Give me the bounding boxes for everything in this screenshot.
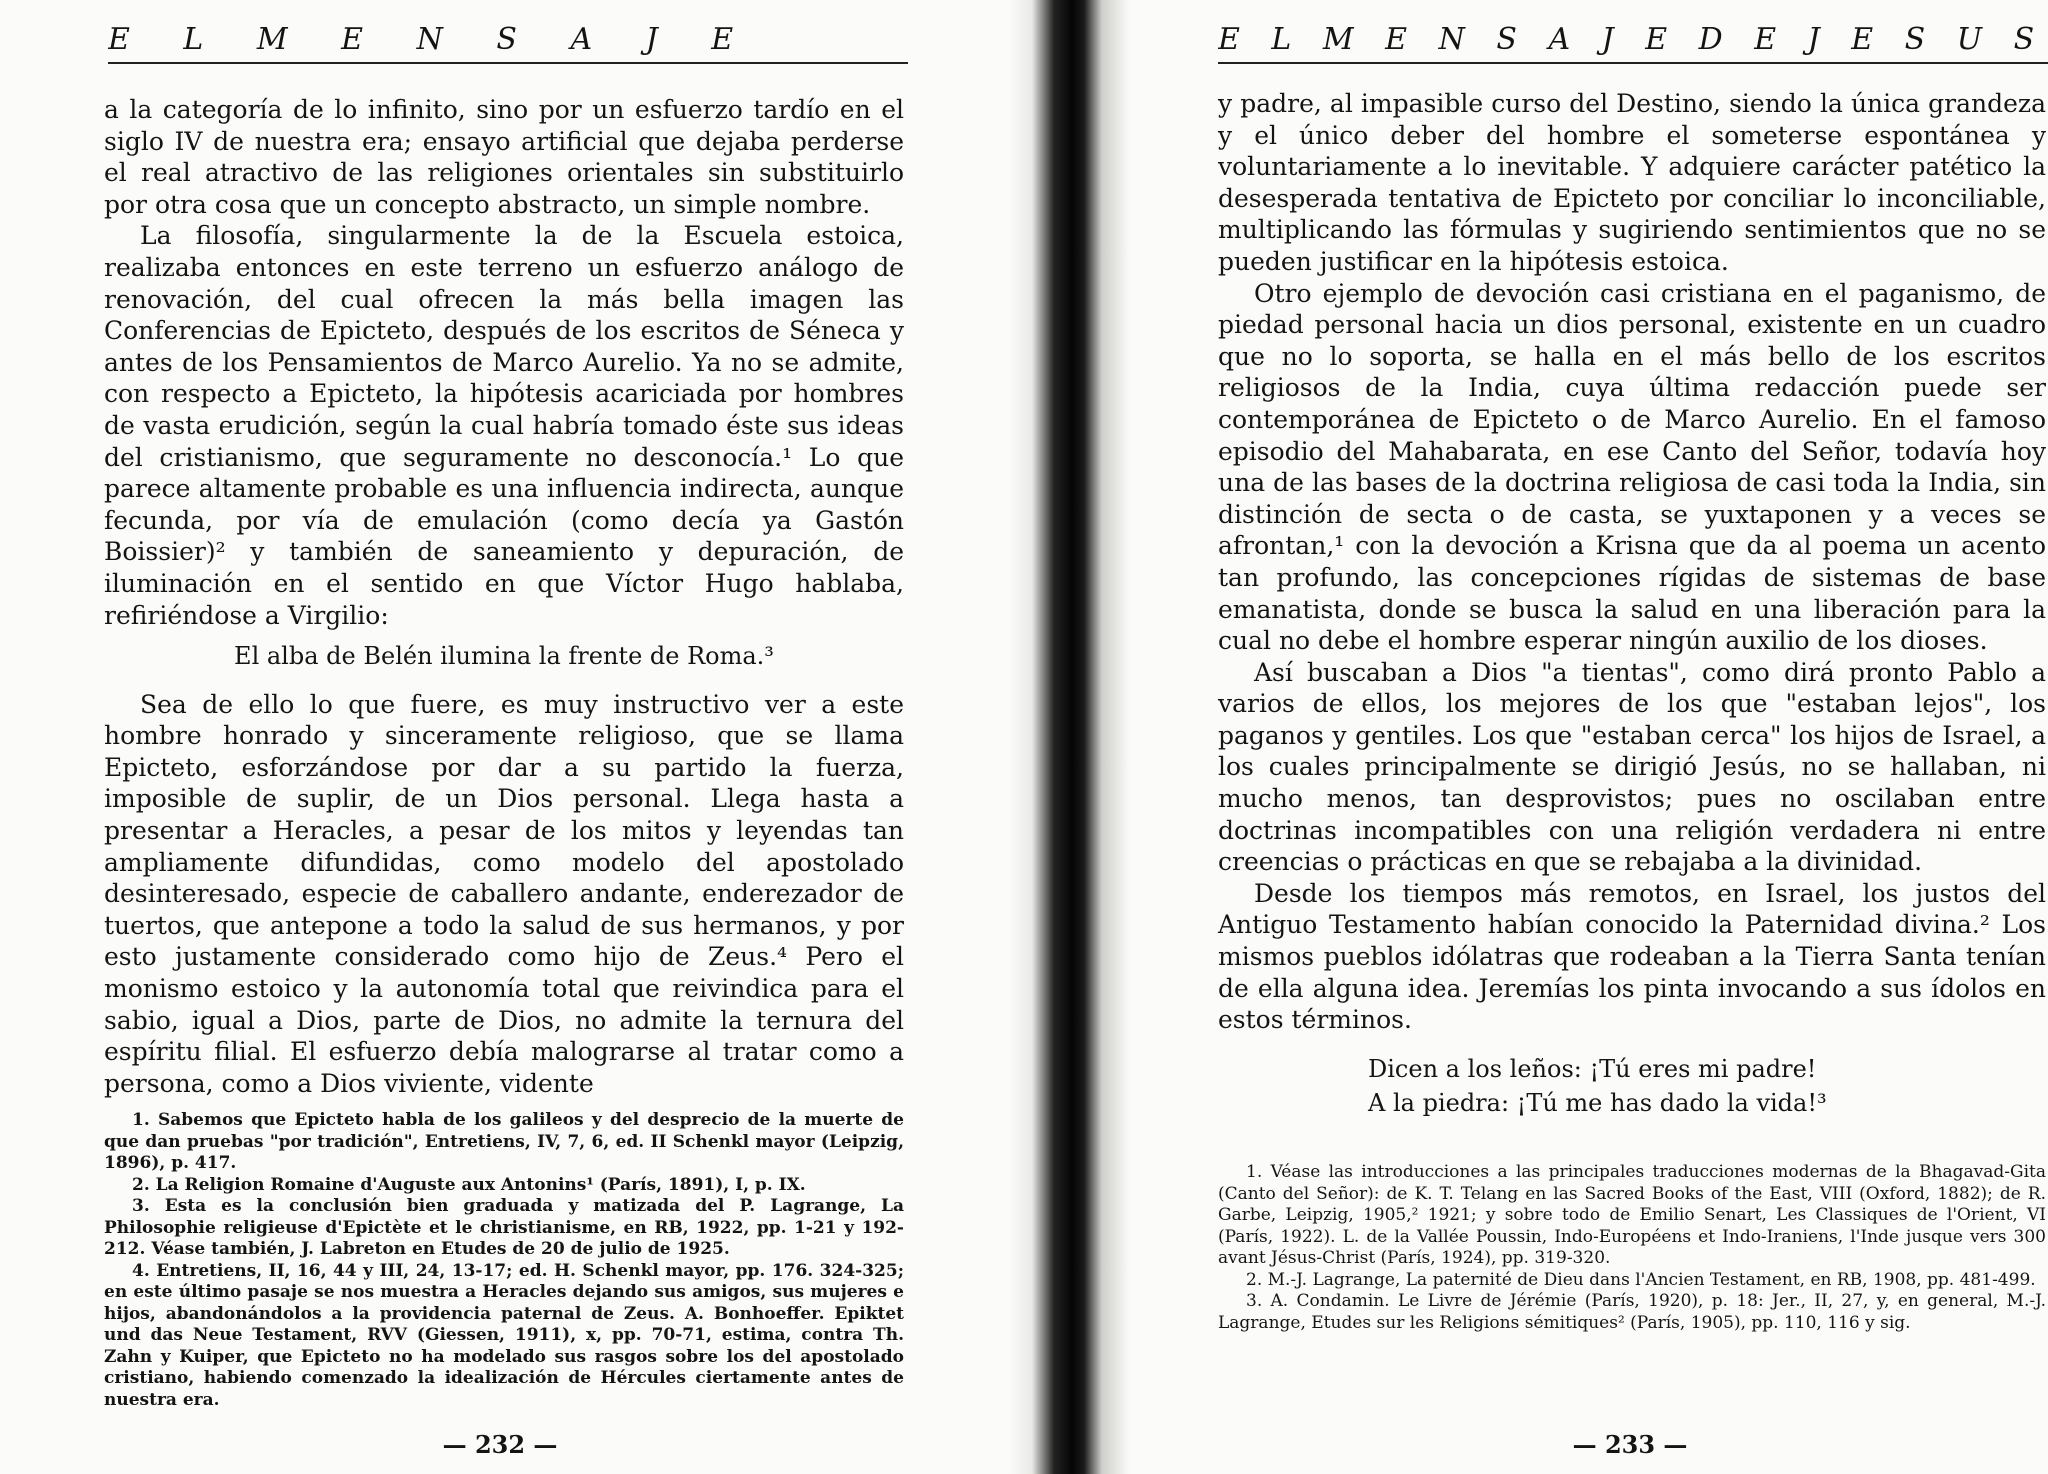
verse-line: A la piedra: ¡Tú me has dado la vida!³ (1368, 1088, 1827, 1117)
running-head: E L M E N S A J E (108, 22, 908, 64)
paragraph: Así buscaban a Dios "a tientas", como dirá pronto Pablo a varios de ellos, los mejores de los que "estaban lejos", los paganos y gentiles. Los que "estaban cerca" los hijos de Israel, a los cuales principalmente se dirigió Jesús, no se hallaban, ni mucho menos, tan desprovistos; pues no oscilaban entre doctrinas incompatibles con una religión verdadera ni entre creencias o prácticas en que se rebajaba a la divinidad. (1218, 657, 2046, 877)
footnotes (104, 1110, 904, 1411)
right-page (1130, 0, 2048, 1474)
paragraph: a la categoría de lo infinito, sino por un esfuerzo tardío en el siglo IV de nuestra era; ensayo artificial que dejaba perderse el real atractivo de las religiones orientales sin substituirlo por otra cosa que un concepto abstracto, un simple nombre. (104, 95, 904, 219)
main-text (1218, 88, 2046, 1120)
footnote: 1. Sabemos que Epicteto habla de los galileos y del desprecio de la muerte de que dan pruebas "por tradición", Entretiens, IV, 7, 6, ed. II Schenkl mayor (Leipzig, 1896), p. 417. (104, 1110, 904, 1173)
footnote: 3. Esta es la conclusión bien graduada y matizada del P. Lagrange, La Philosophie religieuse d'Epictète et le christianisme, en RB, 1922, pp. 1-21 y 192-212. Véase también, J. Labreton en Etudes de 20 de julio de 1925. (104, 1196, 904, 1259)
footnotes (1218, 1162, 2046, 1334)
paragraph: y padre, al impasible curso del Destino, siendo la única grandeza y el único deber del hombre el someterse espontánea y voluntariamente a lo inevitable. Y adquiere carácter patético la desesperada tentativa de Epicteto por conciliar lo inconciliable, multiplicando las fórmulas y sugiriendo sentimientos que no se pueden justificar en la hipótesis estoica. (1218, 89, 2046, 276)
left-page (0, 0, 1010, 1474)
paragraph: Sea de ello lo que fuere, es muy instructivo ver a este hombre honrado y sinceramente religioso, que se llama Epicteto, esforzándose por dar a su partido la fuerza, imposible de suplir, de un Dios personal. Llega hasta a presentar a Heracles, a pesar de los mitos y leyendas tan ampliamente difundidas, como modelo del apostolado desinteresado, especie de caballero andante, enderezador de tuertos, que antepone a todo la salud de sus hermanos, y por esto justamente considerado como hijo de Zeus.⁴ Pero el monismo estoico y la autonomía total que reivindica para el sabio, igual a Dios, parte de Dios, no admite la ternura del espíritu filial. El esfuerzo debía malograrse al tratar como a persona, como a Dios viviente, vidente (104, 689, 904, 1098)
footnote: 2. M.-J. Lagrange, La paternité de Dieu dans l'Ancien Testament, en RB, 1908, pp. 481-499. (1246, 1269, 2036, 1290)
running-head: E L M E N S A J E D E J E S U S (1218, 22, 2048, 64)
footnote: 1. Véase las introducciones a las principales traducciones modernas de la Bhagavad-Gita (Canto del Señor): de K. T. Telang en las Sacred Books of the East, VIII (Oxford, 1882); de R. Garbe, Leipzig, 1905,² 1921; y sobre todo de Emilio Senart, Les Classiques de l'Orient, VI (París, 1922). L. de la Vallée Poussin, Indo-Européens et Indo-Iraniens, l'Inde jusque vers 300 avant Jésus-Christ (París, 1924), pp. 319-320. (1218, 1162, 2046, 1268)
verse-quote: El alba de Belén ilumina la frente de Roma.³ (234, 642, 774, 671)
footnote: 4. Entretiens, II, 16, 44 y III, 24, 13-17; ed. H. Schenkl mayor, pp. 176. 324-325; en este último pasaje se nos muestra a Heracles dejando sus amigos, sus mujeres e hijos, abandonándolos a la providencia paternal de Zeus. A. Bonhoeffer. Epiktet und das Neue Testament, RVV (Giessen, 1911), x, pp. 70-71, estima, contra Th. Zahn y Kuiper, que Epicteto no ha modelado sus rasgos sobre los del apostolado cristiano, habiendo comenzado la idealización de Hércules ciertamente antes de nuestra era. (104, 1260, 904, 1410)
verse-quote (1368, 1052, 2046, 1120)
paragraph: Otro ejemplo de devoción casi cristiana en el paganismo, de piedad personal hacia un dios personal, existente en un cuadro que no lo soporta, se halla en el más bello de los escritos religiosos de la India, cuya última redacción puede ser contemporánea de Epicteto o de Marco Aurelio. En el famoso episodio del Mahabarata, en ese Canto del Señor, todavía hoy una de las bases de la doctrina religiosa de casi toda la India, sin distinción de secta o de casta, se yuxtaponen y a veces se afrontan,¹ con la devoción a Krisna que da al poema un acento tan profundo, las concepciones rígidas de sistemas de base emanatista, donde se busca la salud en una liberación para la cual no debe el hombre esperar ningún auxilio de los dioses. (1218, 278, 2046, 656)
main-text (104, 94, 904, 1099)
verse-line: Dicen a los leños: ¡Tú eres mi padre! (1368, 1054, 1817, 1083)
book-gutter (1010, 0, 1130, 1474)
footnote: 3. A. Condamin. Le Livre de Jérémie (París, 1920), p. 18: Jer., II, 27, y, en general, M.-J. Lagrange, Etudes sur les Religions sémitiques² (París, 1905), pp. 110, 116 y sig. (1218, 1291, 2046, 1333)
paragraph: Desde los tiempos más remotos, en Israel, los justos del Antiguo Testamento habían conocido la Paternidad divina.² Los mismos pueblos idólatras que rodeaban a la Tierra Santa tenían de ella alguna idea. Jeremías los pinta invocando a sus ídolos en estos términos. (1218, 878, 2046, 1035)
paragraph: La filosofía, singularmente la de la Escuela estoica, realizaba entonces en este terreno un esfuerzo análogo de renovación, del cual ofrecen la más bella imagen las Conferencias de Epicteto, después de los escritos de Séneca y antes de los Pensamientos de Marco Aurelio. Ya no se admite, con respecto a Epicteto, la hipótesis acariciada por hombres de vasta erudición, según la cual habría tomado éste sus ideas del cristianismo, que seguramente no desconocía.¹ Lo que parece altamente probable es una influencia indirecta, aunque fecunda, por vía de emulación (como decía ya Gastón Boissier)² y también de saneamiento y depuración, de iluminación en el sentido en que Víctor Hugo hablaba, refiriéndose a Virgilio: (104, 221, 904, 630)
page-number: — 232 — (442, 1430, 558, 1459)
page-number: — 233 — (1572, 1430, 1688, 1459)
footnote: 2. La Religion Romaine d'Auguste aux Antonins¹ (París, 1891), I, p. IX. (132, 1174, 806, 1195)
